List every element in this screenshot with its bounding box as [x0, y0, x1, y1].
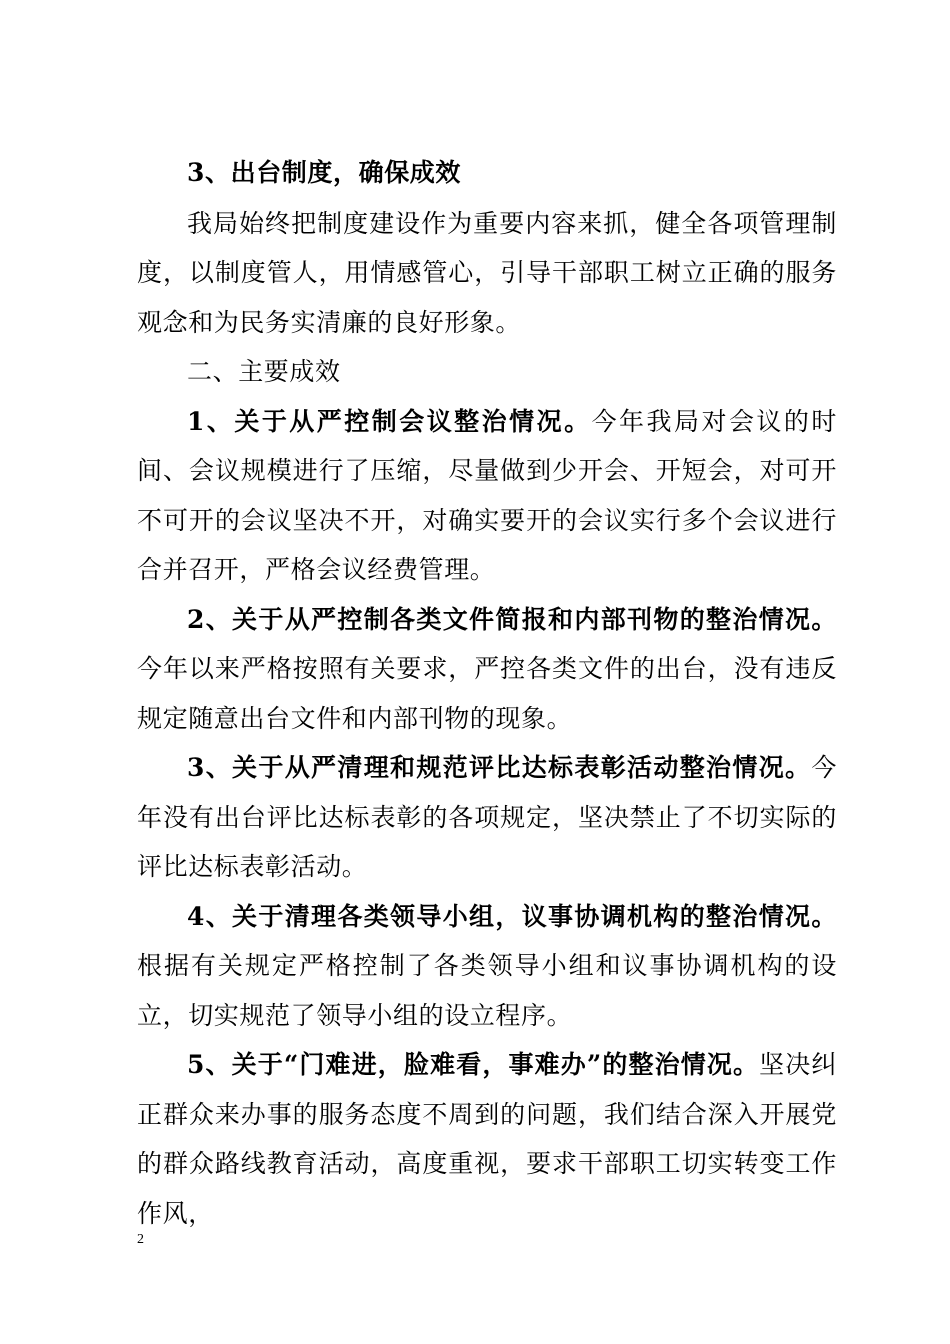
section-heading-main-results: 二、主要成效	[187, 357, 341, 386]
subsection-heading-3: 3、出台制度，确保成效	[187, 158, 461, 187]
result-item-1-body: 今年我局对会议的时间、会议规模进行了压缩，尽量做到少开会、开短会，对可开不可开的会议坚决不开，对确实要开的会议实行多个会议进行合并召开，严格会议经费管理。	[137, 406, 837, 584]
result-item-2-lead: 2、关于从严控制各类文件简报和内部刊物的整治情况。	[187, 604, 837, 634]
paragraph-system-building: 我局始终把制度建设作为重要内容来抓，健全各项管理制度，以制度管人，用情感管心，引导干部职工树立正确的服务观念和为民务实清廉的良好形象。	[137, 208, 837, 337]
page-number: 2	[137, 1232, 144, 1247]
result-item-4-lead: 4、关于清理各类领导小组，议事协调机构的整治情况。	[187, 901, 837, 931]
result-item-5-body: 坚决纠正群众来办事的服务态度不周到的问题，我们结合深入开展党的群众路线教育活动，高度重视，要求干部职工切实转变工作作风，	[137, 1050, 837, 1228]
result-item-4-body: 根据有关规定严格控制了各类领导小组和议事协调机构的设立，切实规范了领导小组的设立程序。	[137, 951, 837, 1030]
result-item-2-body: 今年以来严格按照有关要求，严控各类文件的出台，没有违反规定随意出台文件和内部刊物的现象。	[137, 654, 837, 733]
result-item-1	[137, 397, 837, 595]
result-item-4	[137, 892, 837, 1041]
document-body	[137, 148, 837, 1238]
result-item-3-body: 今年没有出台评比达标表彰的各项规定，坚决禁止了不切实际的评比达标表彰活动。	[137, 753, 837, 881]
result-item-3	[137, 743, 837, 892]
result-item-1-lead: 1、关于从严控制会议整治情况。	[187, 406, 592, 436]
result-item-3-lead: 3、关于从严清理和规范评比达标表彰活动整治情况。	[187, 753, 812, 782]
result-item-5-lead: 5、关于“门难进，脸难看，事难办”的整治情况。	[187, 1050, 760, 1079]
result-item-2	[137, 595, 837, 744]
result-item-5	[137, 1040, 837, 1238]
